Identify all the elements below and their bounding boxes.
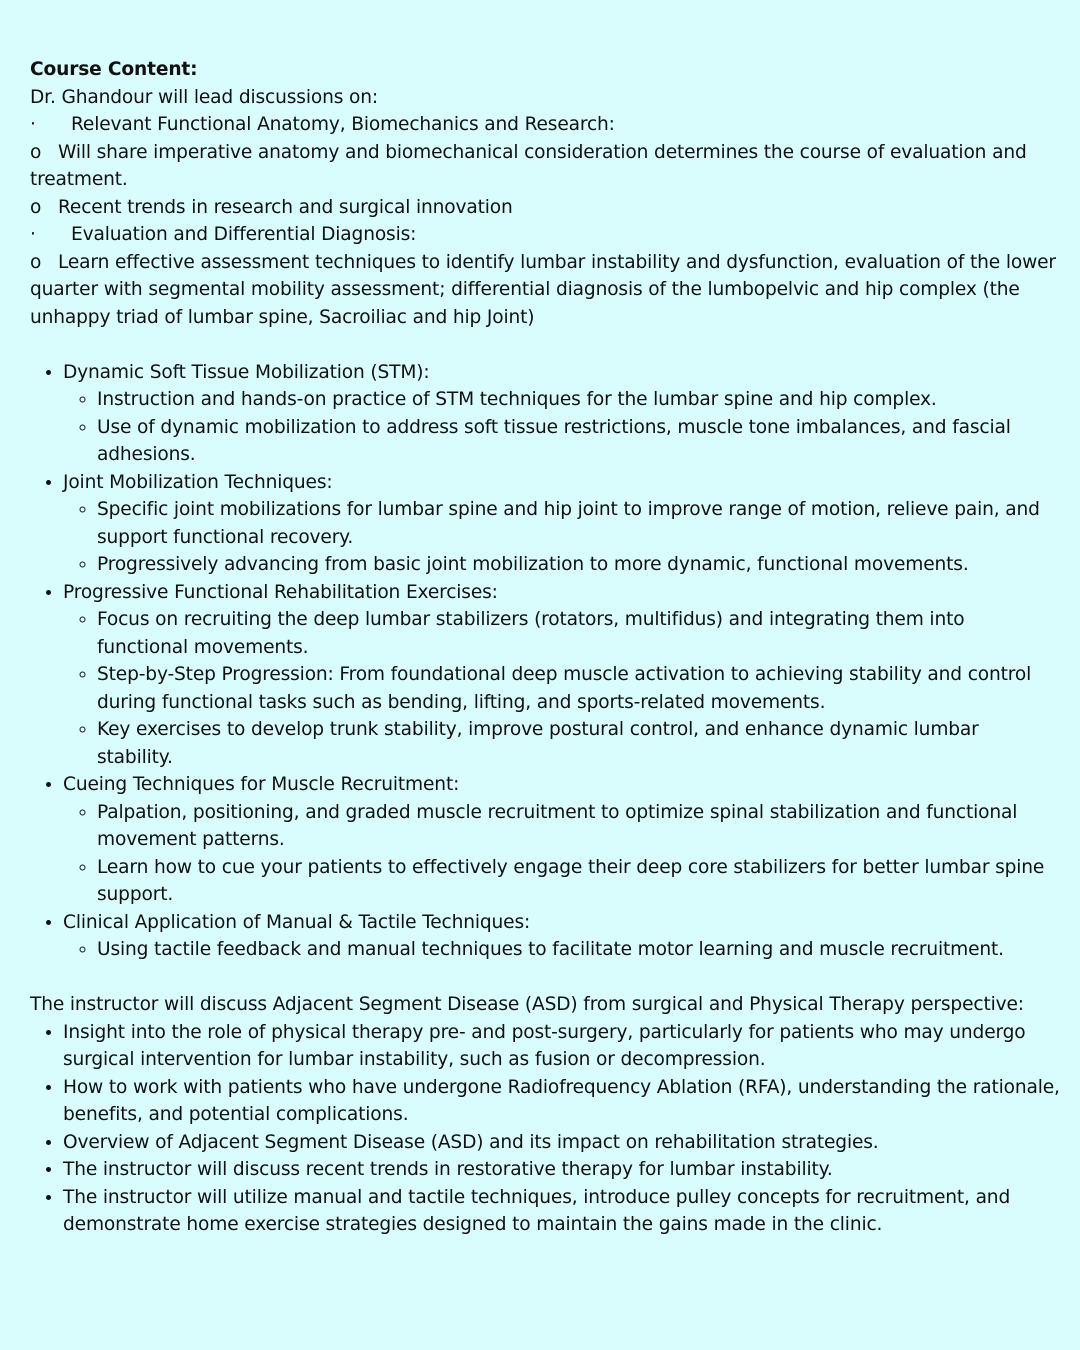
outline-item: [30, 194, 1060, 222]
topic-title: Clinical Application of Manual & Tactile Techniques:: [63, 911, 531, 933]
outline-marker: ·: [30, 114, 36, 135]
outline-item: [30, 111, 1060, 139]
intro-text: Dr. Ghandour will lead discussions on:: [30, 86, 378, 108]
topic-subitems: [63, 606, 1060, 771]
topic-item: [63, 579, 1060, 772]
topic-subitem: ◦ Learn how to cue your patients to effectively engage their deep core stabilizers for better lumbar spine support.: [97, 854, 1060, 909]
topic-subitem: ◦ Step-by-Step Progression: From foundational deep muscle activation to achieving stability and control during functional tasks such as bending, lifting, and sports-related movements.: [97, 661, 1060, 716]
topic-item: [63, 771, 1060, 909]
outline-item: [30, 249, 1060, 332]
asd-item: • The instructor will discuss recent trends in restorative therapy for lumbar instability.: [63, 1156, 1060, 1184]
topic-item: [63, 909, 1060, 964]
topic-item: [63, 469, 1060, 579]
outline-text: Relevant Functional Anatomy, Biomechanics and Research:: [71, 114, 615, 135]
topic-subitem: ◦ Specific joint mobilizations for lumbar spine and hip joint to improve range of motion, relieve pain, and support functional recovery.: [97, 496, 1060, 551]
topic-subitem: ◦ Using tactile feedback and manual techniques to facilitate motor learning and muscle recruitment.: [97, 936, 1060, 964]
asd-list: [30, 1019, 1060, 1239]
outline-text: Learn effective assessment techniques to identify lumbar instability and dysfunction, evaluation of the lower quarter with segmental mobility assessment; differential diagnosis of the lumbopelvic and hip complex (the unhappy triad of lumbar spine, Sacroiliac and hip Joint): [30, 251, 1056, 328]
asd-item: • The instructor will utilize manual and tactile techniques, introduce pulley concepts for recruitment, and demonstrate home exercise strategies designed to maintain the gains made in the clinic.: [63, 1184, 1060, 1239]
course-content-document: [30, 56, 1060, 1239]
topic-subitem: ◦ Progressively advancing from basic joint mobilization to more dynamic, functional movements.: [97, 551, 1060, 579]
course-content-heading: Course Content:: [30, 59, 198, 80]
asd-intro: The instructor will discuss Adjacent Segment Disease (ASD) from surgical and Physical Therapy perspective:: [30, 994, 1024, 1015]
topics-list: [30, 359, 1060, 964]
topic-subitem: ◦ Instruction and hands-on practice of STM techniques for the lumbar spine and hip complex.: [97, 386, 1060, 414]
topic-title: Cueing Techniques for Muscle Recruitment:: [63, 774, 460, 795]
outline-text: Recent trends in research and surgical innovation: [58, 196, 513, 218]
topic-subitem: ◦ Use of dynamic mobilization to address soft tissue restrictions, muscle tone imbalances, and fascial adhesions.: [97, 414, 1060, 469]
asd-item: • Insight into the role of physical therapy pre- and post-surgery, particularly for patients who may undergo surgical intervention for lumbar instability, such as fusion or decompression.: [63, 1019, 1060, 1074]
topic-item: [63, 359, 1060, 469]
outline-text: Evaluation and Differential Diagnosis:: [71, 224, 417, 245]
asd-item: • How to work with patients who have undergone Radiofrequency Ablation (RFA), understanding the rationale, benefits, and potential complications.: [63, 1074, 1060, 1129]
outline-list: [30, 111, 1060, 331]
topic-subitems: [63, 496, 1060, 579]
topic-title: Dynamic Soft Tissue Mobilization (STM):: [63, 361, 430, 383]
spacer: [30, 964, 1060, 992]
outline-marker: o: [30, 141, 42, 163]
topic-subitems: [63, 799, 1060, 909]
topic-subitems: [63, 386, 1060, 469]
asd-item: • Overview of Adjacent Segment Disease (ASD) and its impact on rehabilitation strategies.: [63, 1129, 1060, 1157]
topic-subitems: [63, 936, 1060, 964]
topic-title: Joint Mobilization Techniques:: [63, 471, 333, 493]
topic-subitem: ◦ Palpation, positioning, and graded muscle recruitment to optimize spinal stabilization and functional movement patterns.: [97, 799, 1060, 854]
outline-text: Will share imperative anatomy and biomechanical consideration determines the course of evaluation and treatment.: [30, 141, 1027, 190]
topic-subitem: ◦ Focus on recruiting the deep lumbar stabilizers (rotators, multifidus) and integrating them into functional movements.: [97, 606, 1060, 661]
topic-subitem: ◦ Key exercises to develop trunk stability, improve postural control, and enhance dynamic lumbar stability.: [97, 716, 1060, 771]
outline-marker: ·: [30, 224, 36, 245]
outline-item: [30, 221, 1060, 249]
outline-marker: o: [30, 196, 42, 218]
outline-item: [30, 139, 1060, 194]
topic-title: Progressive Functional Rehabilitation Exercises:: [63, 581, 498, 603]
spacer: [30, 331, 1060, 359]
outline-marker: o: [30, 251, 42, 273]
